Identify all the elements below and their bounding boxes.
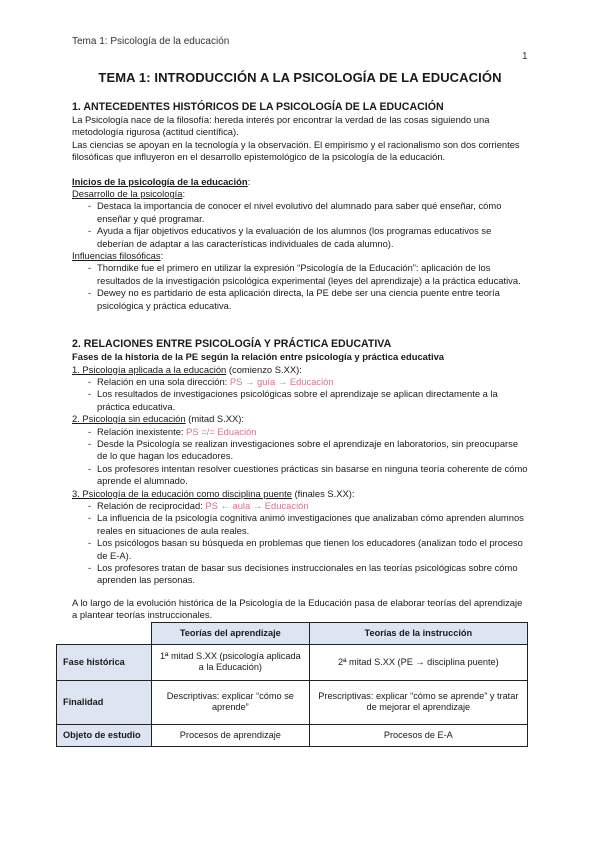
list-item: - Los resultados de investigaciones psicológicas sobre el aprendizaje se aplican directamente a la práctica educativa. <box>72 388 528 413</box>
influencias-list <box>72 262 528 312</box>
list-item: - La influencia de la psicología cognitiva animó investigaciones que analizaban cómo aprenden alumnos reales en situaciones de aula reales. <box>72 512 528 537</box>
desarrollo-heading: Desarrollo de la psicología: <box>72 188 186 200</box>
phase-3-heading: 3. Psicología de la educación como disciplina puente (finales S.XX): <box>72 487 355 499</box>
row-header: Finalidad <box>57 680 152 724</box>
section-2-subheading: Fases de la historia de la PE según la relación entre psicología y práctica educativa <box>72 351 445 363</box>
list-item: - Relación en una sola dirección: PS → guía → Educación <box>72 376 528 388</box>
table-row <box>57 644 528 680</box>
phase-2-list <box>72 426 528 488</box>
inicios-heading: Inicios de la psicología de la educación: <box>72 175 251 187</box>
table-cell: Procesos de aprendizaje <box>152 724 310 746</box>
row-header: Fase histórica <box>57 644 152 680</box>
list-item: - Relación inexistente: PS =/= Eduación <box>72 426 528 438</box>
closing-paragraph: A lo largo de la evolución histórica de la Psicología de la Educación pasa de elaborar teorías del aprendizaje a plantear teorías instruccionales. <box>72 596 523 621</box>
table-cell: Procesos de E-A <box>309 724 527 746</box>
comparison-table <box>56 622 528 747</box>
desarrollo-list <box>72 200 528 250</box>
section-1-heading: 1. ANTECEDENTES HISTÓRICOS DE LA PSICOLOGÍA DE LA EDUCACIÓN <box>72 101 444 113</box>
phase-1-heading: 1. Psicología aplicada a la educación (comienzo S.XX): <box>72 363 302 375</box>
list-item: - Los profesores intentan resolver cuestiones prácticas sin basarse en ninguna teoría coherente de cómo aprende el alumnado. <box>72 463 528 488</box>
list-item: - Thorndike fue el primero en utilizar la expresión “Psicología de la Educación”: aplicación de los resultados de la investigación psicológica experimental (leyes del aprendizaje) a la práctica educativa. <box>72 262 528 287</box>
table-row <box>57 724 528 746</box>
list-item: - Ayuda a fijar objetivos educativos y la evaluación de los alumnos (los programas educativos se deberían de adaptar a las características individuales de cada alumno). <box>72 225 528 250</box>
running-header: Tema 1: Psicología de la educación <box>72 36 230 47</box>
comparison-table-wrap <box>56 622 528 747</box>
phase-2-heading: 2. Psicología sin educación (mitad S.XX): <box>72 413 244 425</box>
section-1-para-1: La Psicología nace de la filosofía: hereda interés por encontrar la verdad de las cosas siguiendo una metodología rigurosa (actitud científica). <box>72 114 490 138</box>
row-header: Objeto de estudio <box>57 724 152 746</box>
table-cell: 2ª mitad S.XX (PE → disciplina puente) <box>309 644 527 680</box>
phase-3-list <box>72 500 528 587</box>
table-header-row <box>57 622 528 644</box>
document-title: TEMA 1: INTRODUCCIÓN A LA PSICOLOGÍA DE LA EDUCACIÓN <box>98 70 502 85</box>
table-cell: Descriptivas: explicar “cómo se aprende” <box>152 680 310 724</box>
table-row <box>57 680 528 724</box>
list-item: - Relación de reciprocidad: PS ← aula → Educación <box>72 500 528 512</box>
page-number: 1 <box>522 51 528 62</box>
table-cell: 1ª mitad S.XX (psicología aplicada a la Educación) <box>152 644 310 680</box>
list-item: - Desde la Psicología se realizan investigaciones sobre el aprendizaje en laboratorios, sin preocuparse de lo que hagan los educadores. <box>72 438 528 463</box>
table-corner <box>57 622 152 644</box>
section-2-heading: 2. RELACIONES ENTRE PSICOLOGÍA Y PRÁCTICA EDUCATIVA <box>72 338 392 351</box>
list-item: - Dewey no es partidario de esta aplicación directa, la PE debe ser una ciencia puente entre teoría psicológica y práctica educativa. <box>72 287 528 312</box>
phase-1-list <box>72 376 528 413</box>
list-item: - Los psicólogos basan su búsqueda en problemas que tienen los educadores (analizan todo el proceso de E-A). <box>72 537 528 562</box>
list-item: - Destaca la importancia de conocer el nivel evolutivo del alumnado para saber qué enseñar, cómo enseñar y qué programar. <box>72 200 528 225</box>
column-header: Teorías del aprendizaje <box>152 622 310 644</box>
influencias-heading: Influencias filosóficas: <box>72 250 164 262</box>
section-2 <box>63 337 528 747</box>
table-cell: Prescriptivas: explicar “cómo se aprende” y tratar de mejorar el aprendizaje <box>309 680 527 724</box>
section-1-para-2: Las ciencias se apoyan en la tecnología y la observación. El empirismo y el racionalismo son dos corrientes filosóficas que influyeron en el desarrollo epistemológico de la psicología de la educación. <box>72 138 520 163</box>
document-body <box>63 100 528 747</box>
column-header: Teorías de la instrucción <box>309 622 527 644</box>
list-item: - Los profesores tratan de basar sus decisiones instruccionales en las teorías psicológicas sobre cómo aprenden las personas. <box>72 562 528 587</box>
